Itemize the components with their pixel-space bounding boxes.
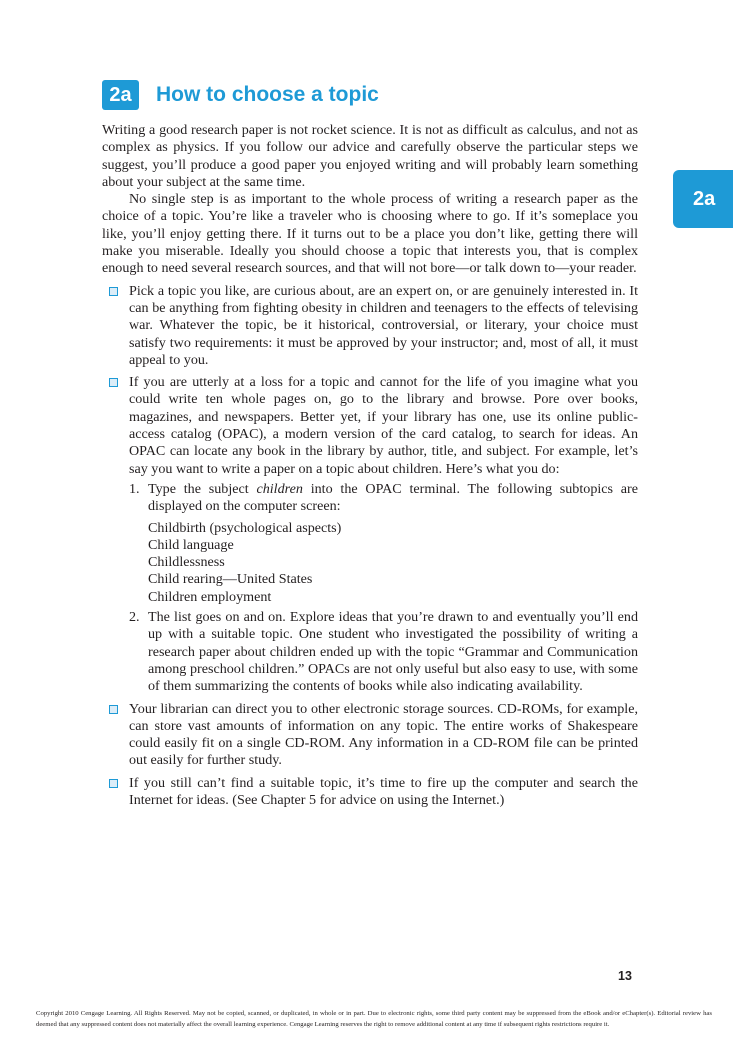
numbered-step xyxy=(129,609,638,695)
body-text xyxy=(102,122,638,809)
bullet-item xyxy=(102,374,638,695)
section-number-badge: 2a xyxy=(102,80,139,110)
subtopic-item: Children employment xyxy=(148,588,272,605)
bullet-item xyxy=(102,701,638,770)
step-text: into the OPAC terminal. The following subtopics are displayed on the computer screen: xyxy=(148,480,639,515)
bullet-text: Your librarian can direct you to other electronic storage sources. CD-ROMs, for example, can store vast amounts of information on any topic. The entire works of Shakespeare could easily fit on a single CD-ROM. Any information in a CD-ROM file can be printed out easily for further study. xyxy=(129,700,638,769)
square-bullet-icon xyxy=(109,287,118,296)
copyright-notice: Copyright 2010 Cengage Learning. All Rights Reserved. May not be copied, scanned, or duplicated, in whole or in part. Due to electronic rights, some third party content may be suppressed from the eBook and/or eChapter(s). Editorial review has deemed that any suppressed content does not materially affect the overall learning experience. Cengage Learning reserves the right to remove additional content at any time if subsequent rights restrictions require it. xyxy=(36,1010,712,1028)
bullet-item xyxy=(102,283,638,369)
step-text: Type the subject xyxy=(148,480,257,497)
paragraph: No single step is as important to the whole process of writing a research paper as the choice of a topic. You’re like a traveler who is choosing where to go. If it’s someplace you like, you’ll enjoy getting there. If it turns out to be a place you don’t like, getting there will make you miserable. Ideally you should choose a topic that interests you, that is complex enough to need several research sources, and that will not bore—or talk down to—your reader. xyxy=(102,191,638,277)
subtopic-item: Childlessness xyxy=(148,554,225,571)
section-heading xyxy=(102,80,379,110)
step-number: 1. xyxy=(129,480,140,497)
section-tab-badge: 2a xyxy=(673,170,733,228)
paragraph: Writing a good research paper is not rocket science. It is not as difficult as calculus, and not as complex as physics. If you follow our advice and carefully observe the particular steps we suggest, you’ll produce a good paper you enjoyed writing and will probably learn something about your subject at the same time. xyxy=(102,122,638,190)
step-number: 2. xyxy=(129,609,140,626)
step-text: The list goes on and on. Explore ideas that you’re drawn to and eventually you’ll end up with a suitable topic. One student who investigated the possibility of writing a research paper about children ended up with the topic “Grammar and Communication among preschool children.” OPACs are not only useful but also easy to use, with some of them summarizing the contents of books while also indicating availability. xyxy=(148,609,638,695)
bullet-text: Pick a topic you like, are curious about, are an expert on, or are genuinely interested in. It can be anything from fighting obesity in children and teenagers to the effects of televising war. Whatever the topic, be it historical, controversial, or literary, your choice must satisfy two requirements: it must be approved by your instructor; and, most of all, it must appeal to you. xyxy=(129,282,638,368)
subtopic-item: Child rearing—United States xyxy=(148,571,313,588)
bullet-text: If you still can’t find a suitable topic, it’s time to fire up the computer and search the Internet for ideas. (See Chapter 5 for advice on using the Internet.) xyxy=(129,774,638,808)
step-emphasis: children xyxy=(256,480,303,497)
square-bullet-icon xyxy=(109,705,118,714)
section-title: How to choose a topic xyxy=(156,83,379,106)
subtopic-list xyxy=(148,520,638,606)
page-number: 13 xyxy=(618,969,632,983)
bullet-item xyxy=(102,775,638,810)
bullet-text: If you are utterly at a loss for a topic and cannot for the life of you imagine what you could write ten whole pages on, go to the library and browse. Pore over books, magazines, and newspapers. Better yet, if your library has one, use its online public-access catalog (OPAC), a modern version of the card catalog, to search for ideas. An OPAC can locate any book in the library by author, title, and subject. For example, let’s say you want to write a paper on a topic about children. Here’s what you do: xyxy=(129,374,638,477)
square-bullet-icon xyxy=(109,378,118,387)
subtopic-item: Child language xyxy=(148,536,234,553)
subtopic-item: Childbirth (psychological aspects) xyxy=(148,519,342,536)
square-bullet-icon xyxy=(109,779,118,788)
numbered-step xyxy=(129,481,638,606)
